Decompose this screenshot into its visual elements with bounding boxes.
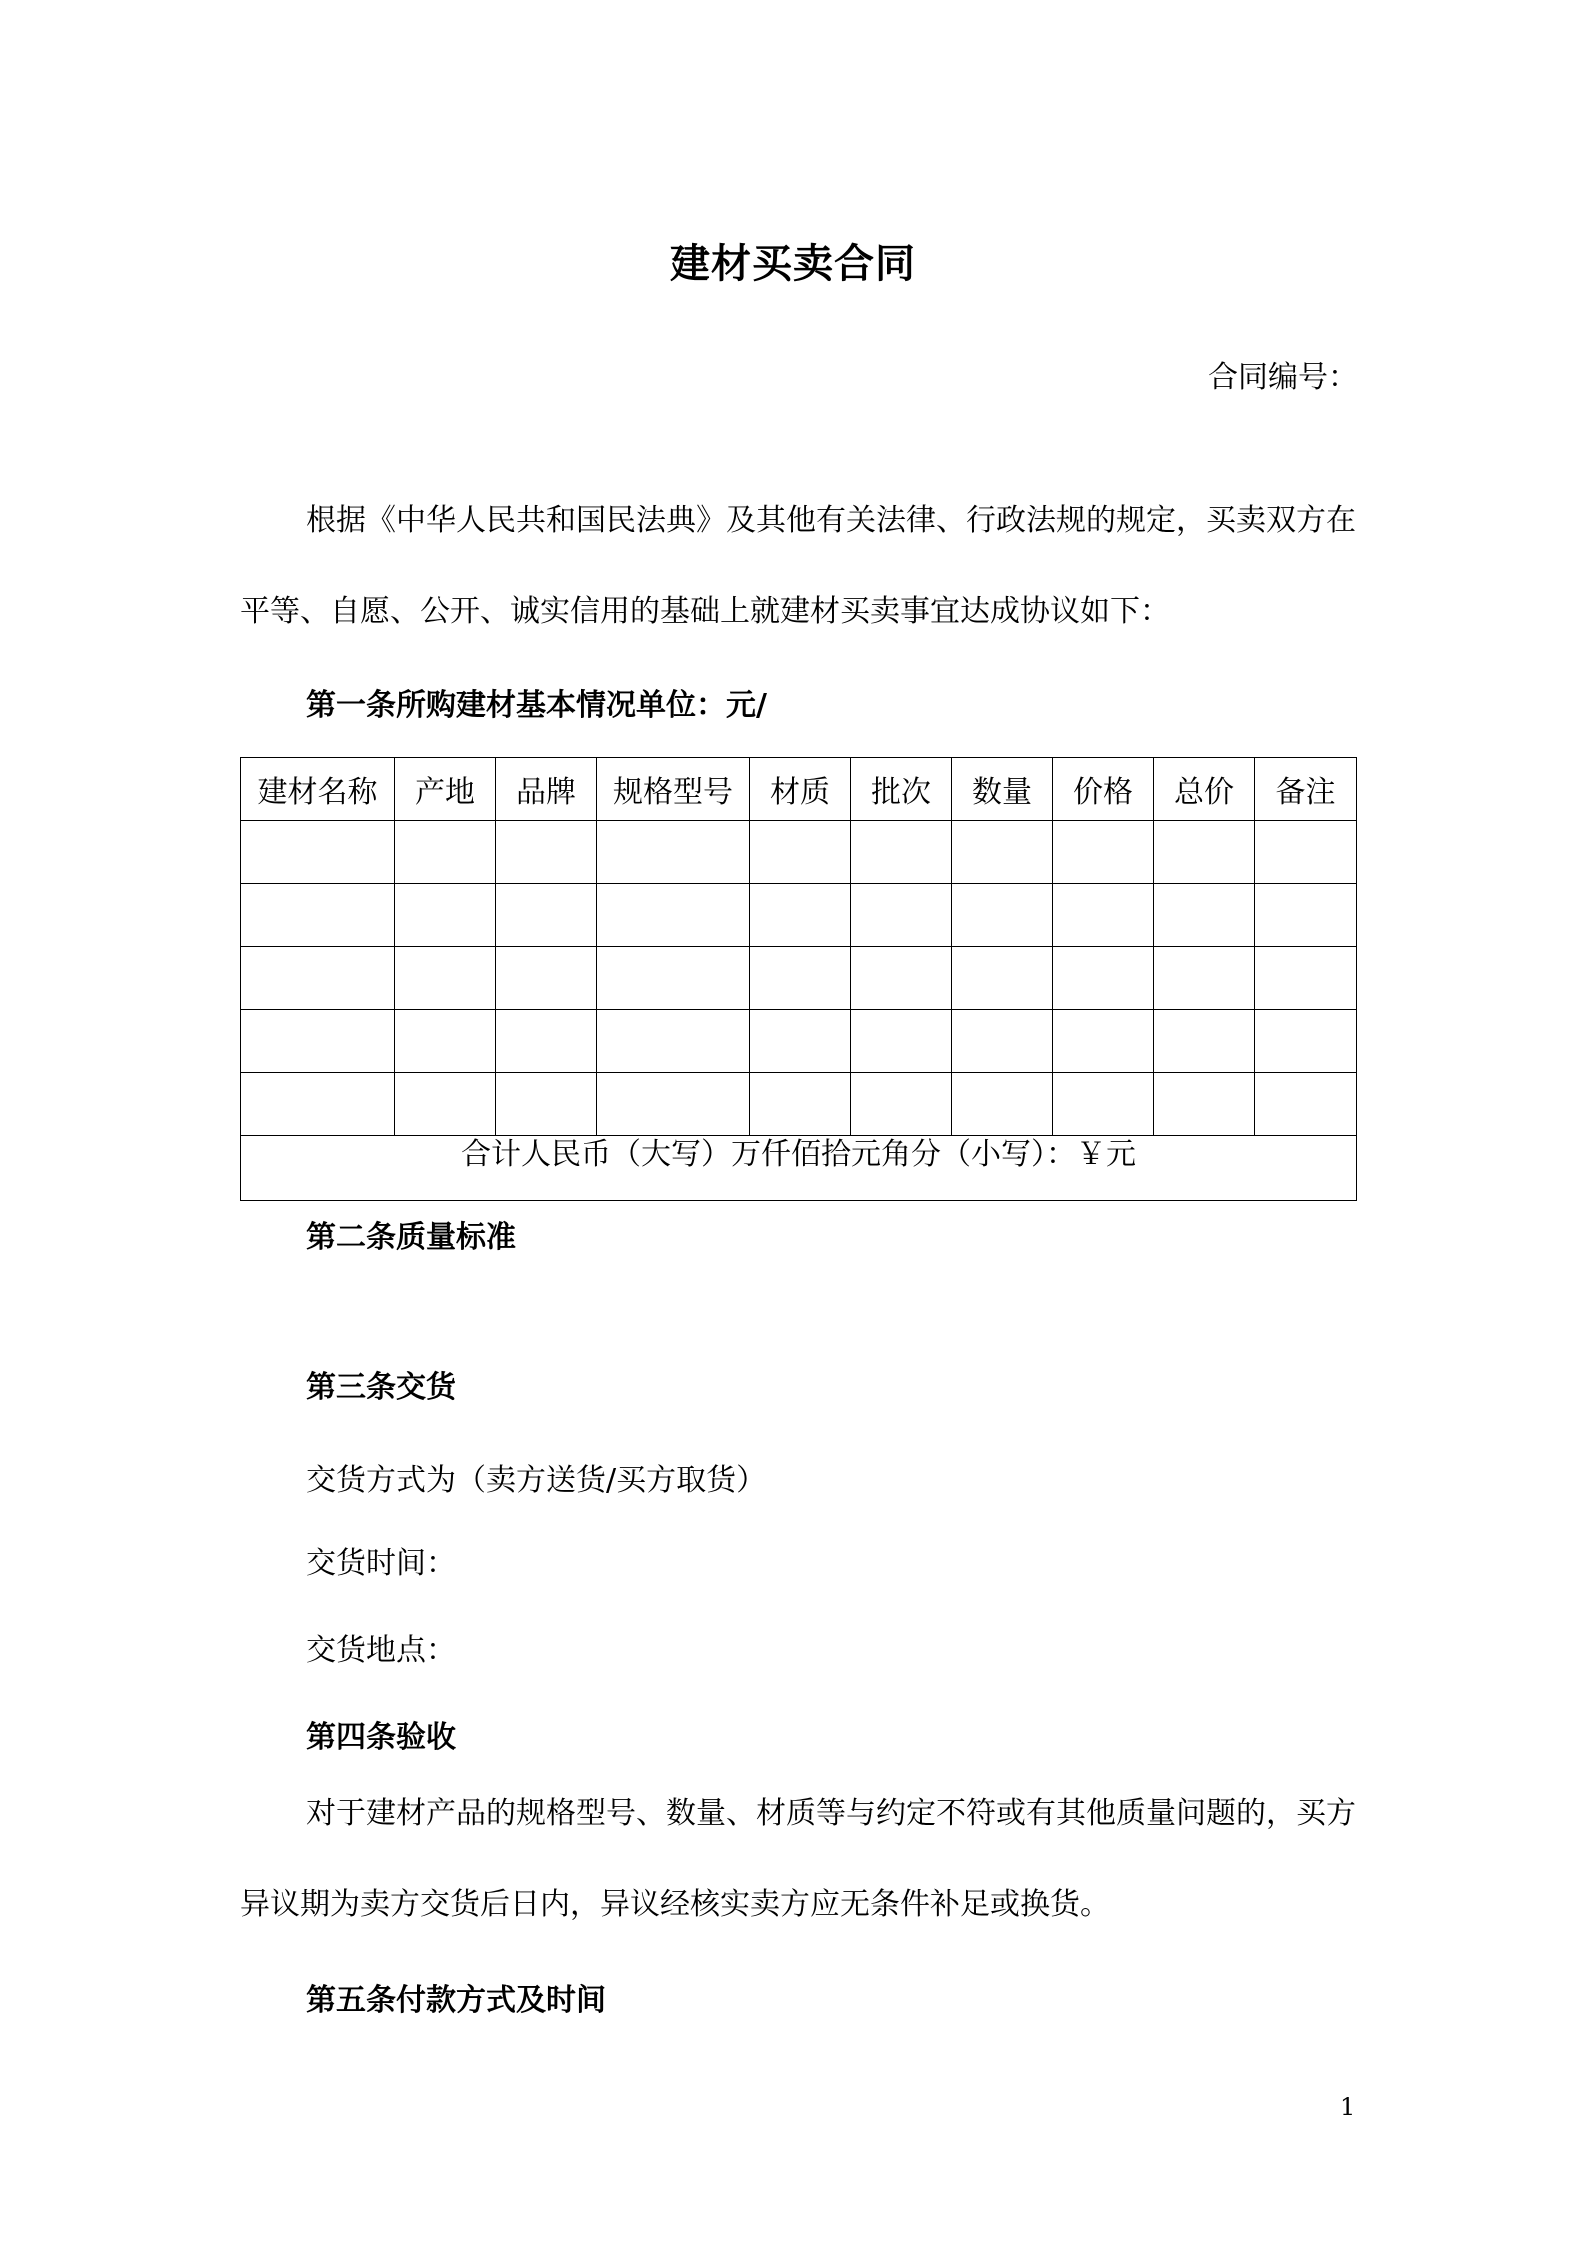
table-total-row [241,1136,1357,1201]
table-cell [750,1010,851,1073]
delivery-place: 交货地点： [306,1633,456,1668]
article4-paragraph: 对于建材产品的规格型号、数量、材质等与约定不符或有其他质量问题的，买方异议期为卖方交货后日内，异议经核实卖方应无条件补足或换货。 [240,1796,1356,1922]
table-cell [241,884,395,947]
table-cell [952,1010,1053,1073]
table-cell [1154,1073,1255,1136]
table-cell [1154,821,1255,884]
materials-table [240,757,1357,1201]
table-cell [1053,821,1154,884]
table-cell [597,1010,750,1073]
article1-heading: 第一条所购建材基本情况单位：元/ [306,688,767,723]
table-cell [395,884,496,947]
table-row [241,884,1357,947]
table-cell [952,947,1053,1010]
table-cell [952,884,1053,947]
table-row [241,1073,1357,1136]
contract-number-label: 合同编号： [1208,360,1358,395]
table-cell [1053,1010,1154,1073]
table-header-cell: 数量 [952,758,1053,821]
table-cell [496,884,597,947]
table-cell [952,1073,1053,1136]
article3-heading: 第三条交货 [306,1370,456,1405]
table-cell [1255,1010,1357,1073]
table-total-cell: 合计人民币（大写）万仟佰拾元角分（小写）：￥元 [241,1136,1357,1201]
table-cell [1255,947,1357,1010]
table-cell [1255,821,1357,884]
article5-heading: 第五条付款方式及时间 [306,1983,606,2018]
table-header-cell: 批次 [851,758,952,821]
table-header-cell: 规格型号 [597,758,750,821]
table-cell [395,1073,496,1136]
table-header-cell: 建材名称 [241,758,395,821]
table-cell [851,821,952,884]
table-cell [496,1073,597,1136]
table-cell [1053,947,1154,1010]
table-cell [241,1010,395,1073]
delivery-method: 交货方式为（卖方送货/买方取货） [306,1463,767,1498]
table-cell [1053,1073,1154,1136]
table-cell [395,821,496,884]
table-cell [241,947,395,1010]
table-header-row [241,758,1357,821]
table-cell [750,1073,851,1136]
table-cell [395,1010,496,1073]
intro-paragraph: 根据《中华人民共和国民法典》及其他有关法律、行政法规的规定，买卖双方在平等、自愿、公开、诚实信用的基础上就建材买卖事宜达成协议如下： [240,503,1356,629]
article2-heading: 第二条质量标准 [306,1220,516,1255]
table-row [241,821,1357,884]
table-cell [750,821,851,884]
table-cell [750,947,851,1010]
table-header-cell: 产地 [395,758,496,821]
table-cell [952,821,1053,884]
table-header-cell: 备注 [1255,758,1357,821]
table-header-cell: 品牌 [496,758,597,821]
table-cell [496,1010,597,1073]
table-cell [1154,947,1255,1010]
article4-heading: 第四条验收 [306,1720,456,1755]
page-number: 1 [1340,2093,1356,2121]
table-cell [851,884,952,947]
table-cell [1255,1073,1357,1136]
table-header-cell: 材质 [750,758,851,821]
table-cell [597,947,750,1010]
document-title: 建材买卖合同 [670,241,916,287]
table-cell [1053,884,1154,947]
table-cell [1255,884,1357,947]
table-cell [1154,1010,1255,1073]
table-cell [1154,884,1255,947]
table-header-cell: 总价 [1154,758,1255,821]
table-cell [750,884,851,947]
table-cell [597,821,750,884]
table-header-cell: 价格 [1053,758,1154,821]
table-cell [241,821,395,884]
table-cell [395,947,496,1010]
table-cell [851,947,952,1010]
table-cell [241,1073,395,1136]
delivery-time: 交货时间： [306,1546,456,1581]
table-cell [597,1073,750,1136]
table-cell [496,821,597,884]
table-cell [597,884,750,947]
table-row [241,947,1357,1010]
table-cell [496,947,597,1010]
table-cell [851,1073,952,1136]
table-cell [851,1010,952,1073]
table-row [241,1010,1357,1073]
